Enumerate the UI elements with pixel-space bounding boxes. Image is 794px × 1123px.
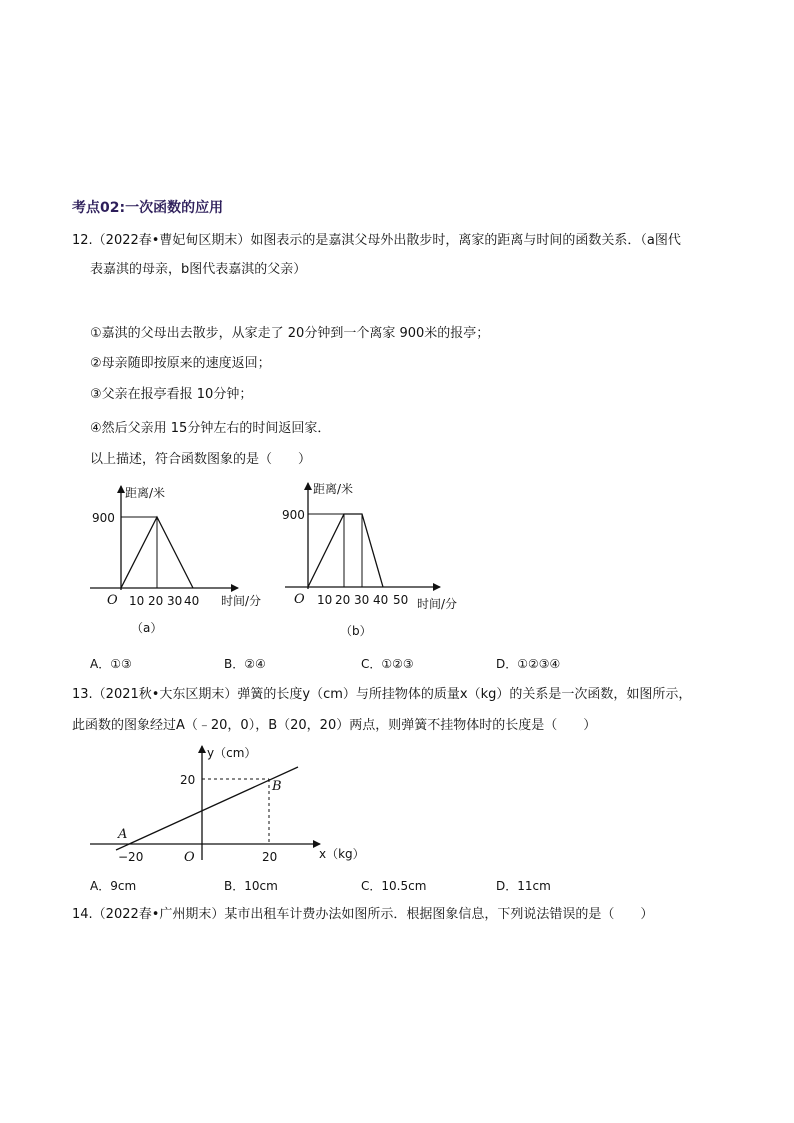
graph-b-ylabel: 距离/米 (313, 482, 354, 496)
graph-c-line (116, 767, 298, 850)
q12-stem-line1: 12.（2022春•曹妃甸区期末）如图表示的是嘉淇父母外出散步时，离家的距离与时间的函数关系．（a图代 (72, 233, 681, 248)
q12-statement-3: ③父亲在报亭看报 10分钟； (90, 387, 253, 402)
graph-a-y-tick: 900 (92, 511, 115, 525)
graph-a (85, 478, 265, 646)
q12-option-d[interactable]: D．①②③④ (496, 657, 561, 671)
graph-b-xlabel: 时间/分 (417, 597, 458, 611)
graph-c-ylabel: y（cm） (207, 746, 257, 760)
graph-b-line (308, 514, 383, 587)
graph-b-x-tick-40: 40 (373, 593, 389, 607)
section-heading: 考点02:一次函数的应用 (72, 200, 224, 216)
graph-b-x-tick-10: 10 (317, 593, 333, 607)
q13-stem-line2: 此函数的图象经过A（﹣20，0），B（20，20）两点，则弹簧不挂物体时的长度是（ ） (72, 718, 597, 733)
graph-a-caption: （a） (131, 621, 163, 635)
graph-b-origin: O (294, 592, 305, 607)
q12-question: 以上描述，符合函数图象的是（ ） (90, 452, 312, 467)
graph-a-origin: O (107, 593, 118, 608)
graph-b-caption: （b） (340, 624, 372, 638)
graph-c-xlabel: x（kg） (319, 847, 365, 861)
graph-c-y-tick: 20 (180, 773, 196, 787)
graph-c-x-tick-neg20: −20 (118, 850, 144, 864)
graph-a-ylabel: 距离/米 (125, 486, 166, 500)
graph-a-x-tick-10: 10 (129, 594, 145, 608)
graph-b-x-tick-50: 50 (393, 593, 409, 607)
q13-option-a[interactable]: A．9cm (90, 879, 137, 893)
graph-c-point-a: A (118, 827, 128, 842)
graph-a-xlabel: 时间/分 (221, 594, 262, 608)
graph-c-x-tick-20: 20 (262, 850, 278, 864)
graph-a-x-tick-30: 30 (167, 594, 183, 608)
q13-option-c[interactable]: C．10.5cm (361, 879, 427, 893)
q13-stem-line1: 13.（2021秋•大东区期末）弹簧的长度y（cm）与所挂物体的质量x（kg）的关系是一次函数，如图所示， (72, 687, 692, 702)
graph-a-x-tick-40: 40 (184, 594, 200, 608)
graph-b (280, 475, 480, 645)
graph-c-point-b: B (272, 779, 282, 794)
q14-stem-line1: 14.（2022春•广州期末）某市出租车计费办法如图所示．根据图象信息，下列说法错误的是（ ） (72, 907, 654, 922)
graph-a-x-tick-20: 20 (148, 594, 164, 608)
q13-option-b[interactable]: B．10cm (224, 879, 278, 893)
q12-statement-1: ①嘉淇的父母出去散步，从家走了 20分钟到一个离家 900米的报亭； (90, 326, 490, 341)
q12-stem-line2: 表嘉淇的母亲，b图代表嘉淇的父亲） (90, 262, 307, 277)
q12-statement-4: ④然后父亲用 15分钟左右的时间返回家． (90, 421, 331, 436)
q13-option-d[interactable]: D．11cm (496, 879, 551, 893)
q12-statement-2: ②母亲随即按原来的速度返回； (90, 356, 271, 371)
q12-option-c[interactable]: C．①②③ (361, 657, 414, 671)
graph-b-x-tick-20: 20 (335, 593, 351, 607)
graph-b-y-tick: 900 (282, 508, 305, 522)
q12-option-b[interactable]: B．②④ (224, 657, 266, 671)
graph-b-x-tick-30: 30 (354, 593, 370, 607)
graph-c (88, 740, 378, 870)
q12-option-a[interactable]: A．①③ (90, 657, 132, 671)
graph-c-origin: O (184, 850, 195, 865)
